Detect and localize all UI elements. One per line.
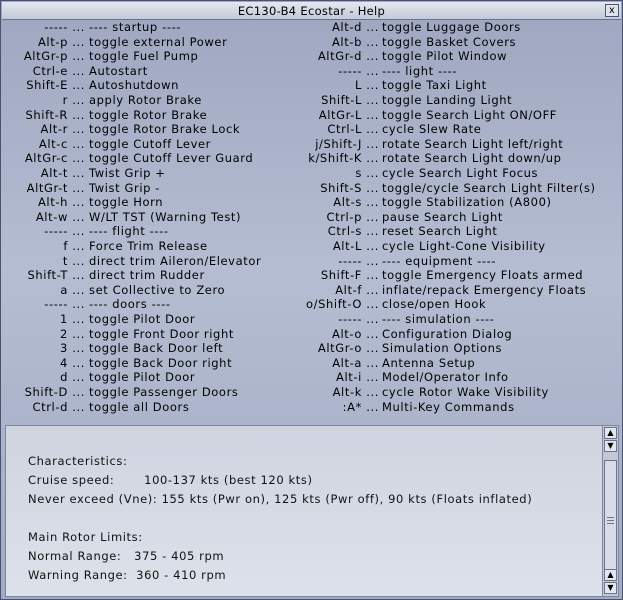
key-combo: t ... (62, 253, 85, 268)
key-binding-row (1, 20, 622, 35)
key-description: Model/Operator Info (382, 370, 509, 385)
key-binding-row (1, 210, 622, 225)
key-combo: Ctrl-e ... (32, 63, 85, 78)
key-description: toggle Basket Covers (382, 34, 517, 49)
key-description: toggle Emergency Floats armed (382, 268, 584, 283)
key-description: toggle Front Door right (89, 326, 234, 341)
key-description: toggle Back Door left (89, 341, 224, 356)
key-combo: ----- ... (338, 253, 379, 268)
key-description: toggle Back Door right (89, 355, 233, 370)
scrollbar-thumb[interactable] (604, 460, 617, 581)
key-description: toggle Landing Light (382, 93, 513, 107)
key-description: toggle Search Light ON/OFF (382, 107, 557, 122)
key-description: toggle/cycle Search Light Filter(s) (382, 180, 596, 195)
key-combo: ----- ... (338, 63, 379, 78)
key-combo: AltGr-d ... (317, 49, 379, 64)
key-description: toggle Taxi Light (382, 78, 487, 93)
info-line: Characteristics: (28, 454, 128, 468)
key-binding-row (1, 108, 622, 123)
key-combo: 4 ... (60, 355, 85, 370)
key-binding-row (1, 151, 622, 166)
key-description: Configuration Dialog (382, 326, 513, 341)
key-combo: Ctrl-s ... (327, 224, 379, 239)
key-binding-row (1, 122, 622, 137)
key-combo: L ... (354, 78, 379, 93)
key-combo: ----- ... (44, 297, 85, 312)
key-description: toggle Pilot Door (89, 312, 196, 326)
key-combo: :A* ... (342, 399, 379, 414)
key-combo: Ctrl-d ... (32, 399, 85, 414)
key-combo: AltGr-o ... (317, 341, 379, 356)
key-binding-row (1, 268, 622, 283)
key-binding-row (1, 224, 622, 239)
key-description: Force Trim Release (89, 239, 208, 253)
key-description: inflate/repack Emergency Floats (382, 282, 587, 297)
key-description: toggle external Power (89, 34, 228, 49)
key-description: close/open Hook (382, 297, 487, 312)
key-binding-row (1, 166, 622, 181)
scroll-down-bottom-icon[interactable]: ▼ (604, 582, 617, 594)
info-line: Normal Range: 375 - 405 rpm (28, 549, 225, 563)
key-binding-row (1, 283, 622, 298)
key-description: Multi-Key Commands (382, 399, 515, 414)
key-binding-row (1, 297, 622, 312)
key-description: toggle Horn (89, 195, 164, 210)
key-combo: k/Shift-K ... (308, 151, 379, 166)
key-description: toggle Passenger Doors (89, 385, 239, 399)
key-description: set Collective to Zero (89, 282, 226, 297)
key-binding-row (1, 341, 622, 356)
info-line: Warning Range: 360 - 410 rpm (28, 568, 227, 582)
key-combo: 1 ... (60, 312, 85, 326)
key-combo: Ctrl-L ... (327, 122, 379, 137)
key-combo: Alt-o ... (332, 326, 379, 341)
key-combo: Shift-F ... (320, 268, 379, 283)
key-binding-row (1, 137, 622, 152)
key-combo: Alt-t ... (40, 166, 85, 180)
key-combo: Alt-r ... (40, 122, 85, 137)
key-binding-row (1, 356, 622, 371)
key-combo: Shift-D ... (24, 385, 85, 399)
key-combo: Alt-L ... (332, 239, 379, 253)
key-description: toggle Fuel Pump (89, 49, 199, 64)
key-description: Autoshutdown (89, 78, 180, 93)
key-description: ---- flight ---- (89, 224, 169, 239)
key-binding-row (1, 195, 622, 210)
key-combo: Alt-d ... (331, 20, 379, 34)
scroll-down-top-icon[interactable]: ▼ (604, 440, 617, 452)
key-combo: AltGr-t ... (26, 180, 85, 195)
key-combo: d ... (60, 370, 85, 385)
key-combo: Alt-a ... (332, 355, 379, 370)
key-binding-row (1, 312, 622, 327)
key-binding-row (1, 370, 622, 385)
key-description: direct trim Rudder (89, 268, 205, 283)
key-binding-row (1, 400, 622, 415)
key-combo: ----- ... (338, 312, 379, 326)
key-combo: Alt-c ... (38, 136, 85, 151)
key-binding-row (1, 78, 622, 93)
scroll-up-top-icon[interactable]: ▲ (604, 427, 617, 439)
key-description: toggle Pilot Window (382, 49, 508, 64)
key-combo: Alt-s ... (333, 195, 379, 210)
thumb-grip-line (607, 523, 614, 524)
info-line: Cruise speed: 100-137 kts (best 120 kts) (28, 473, 313, 487)
key-description: pause Search Light (382, 209, 504, 224)
key-description: cycle Rotor Wake Visibility (382, 385, 549, 399)
key-description: ---- light ---- (382, 63, 457, 78)
key-description: cycle Light-Cone Visibility (382, 239, 546, 253)
info-line: Main Rotor Limits: (28, 530, 143, 544)
key-combo: f ... (63, 239, 85, 253)
key-description: cycle Slew Rate (382, 122, 482, 137)
key-bindings-list (1, 20, 622, 422)
close-button[interactable]: x (605, 4, 619, 17)
key-binding-row (1, 93, 622, 108)
key-combo: AltGr-c ... (24, 151, 85, 166)
scroll-up-bottom-icon[interactable]: ▲ (604, 569, 617, 581)
key-combo: Alt-h ... (37, 195, 85, 210)
key-description: cycle Search Light Focus (382, 166, 539, 180)
key-combo: Shift-T ... (27, 268, 85, 283)
key-combo: ----- ... (44, 224, 85, 239)
key-description: toggle Cutoff Lever Guard (89, 151, 254, 166)
key-description: ---- startup ---- (89, 20, 182, 34)
key-binding-row (1, 64, 622, 79)
key-combo: Shift-R ... (25, 107, 85, 122)
key-description: W/LT TST (Warning Test) (89, 209, 242, 224)
key-description: toggle Stabilization (A800) (382, 195, 552, 210)
key-binding-row (1, 239, 622, 254)
key-combo: Alt-w ... (35, 209, 85, 224)
key-binding-row (1, 35, 622, 50)
key-description: rotate Search Light left/right (382, 136, 564, 151)
key-description: ---- simulation ---- (382, 312, 495, 326)
key-combo: Alt-b ... (331, 34, 379, 49)
aircraft-info-panel[interactable] (5, 425, 602, 597)
key-combo: o/Shift-O ... (306, 297, 379, 312)
key-combo: Ctrl-p ... (326, 209, 379, 224)
key-description: Simulation Options (382, 341, 503, 356)
key-description: ---- doors ---- (89, 297, 171, 312)
key-combo: 3 ... (60, 341, 85, 356)
key-binding-row (1, 181, 622, 196)
key-combo: Shift-S ... (320, 180, 379, 195)
key-binding-row (1, 49, 622, 64)
key-description: rotate Search Light down/up (382, 151, 562, 166)
window-title: EC130-B4 Ecostar - Help (237, 4, 386, 18)
key-combo: Alt-p ... (37, 34, 85, 49)
key-binding-row (1, 254, 622, 269)
key-description: toggle Pilot Door (89, 370, 196, 385)
key-combo: s ... (355, 166, 379, 180)
key-description: Antenna Setup (382, 355, 476, 370)
key-binding-row (1, 385, 622, 400)
key-description: Twist Grip - (89, 180, 161, 195)
key-combo: AltGr-L ... (318, 107, 379, 122)
key-description: Twist Grip + (89, 166, 166, 180)
key-binding-row (1, 327, 622, 342)
key-description: direct trim Aileron/Elevator (89, 253, 262, 268)
key-combo: a ... (60, 282, 85, 297)
key-combo: 2 ... (60, 326, 85, 341)
key-combo: Shift-L ... (321, 93, 379, 107)
key-combo: AltGr-p ... (23, 49, 85, 64)
key-combo: Shift-E ... (26, 78, 85, 93)
key-description: toggle all Doors (89, 399, 190, 414)
key-combo: Alt-i ... (336, 370, 379, 385)
key-combo: ----- ... (44, 20, 85, 34)
key-description: toggle Rotor Brake Lock (89, 122, 241, 137)
key-description: toggle Cutoff Lever (89, 136, 211, 151)
title-bar[interactable] (2, 2, 621, 20)
key-description: toggle Luggage Doors (382, 20, 521, 34)
thumb-grip-line (607, 517, 614, 518)
key-description: ---- equipment ---- (382, 253, 497, 268)
key-description: apply Rotor Brake (89, 93, 202, 107)
key-combo: j/Shift-J ... (315, 136, 379, 151)
key-description: toggle Rotor Brake (89, 107, 208, 122)
key-description: reset Search Light (382, 224, 498, 239)
thumb-grip-line (607, 520, 614, 521)
key-combo: r ... (62, 93, 85, 107)
key-description: Autostart (89, 63, 148, 78)
key-combo: Alt-k ... (332, 385, 379, 399)
info-scrollbar[interactable] (602, 425, 619, 597)
info-line: Never exceed (Vne): 155 kts (Pwr on), 125 kts (Pwr off), 90 kts (Floats inflated) (28, 492, 533, 506)
key-combo: Alt-f ... (335, 282, 379, 297)
